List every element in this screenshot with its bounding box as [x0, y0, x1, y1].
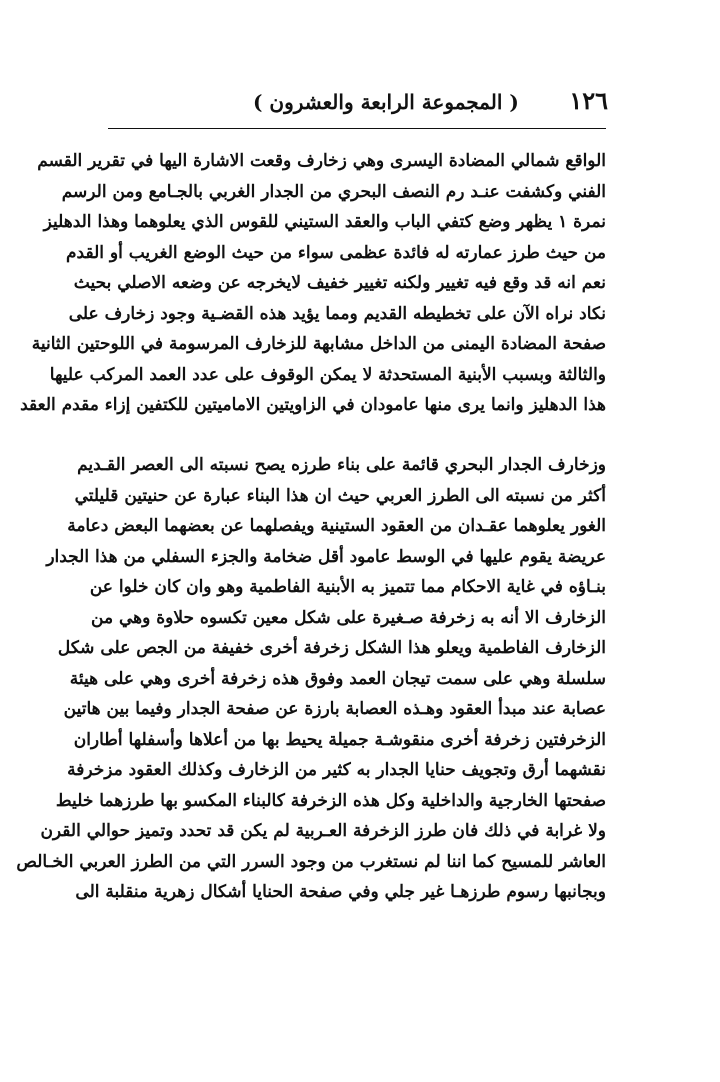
text-line: صفحة المضادة اليمنى من الداخل مشابهة للزخارف المرسومة في اللوحتين الثانية: [31, 334, 606, 354]
paragraph-1: [20, 146, 606, 421]
text-line: عريضة يقوم عليها في الوسط عامود أقل ضخامة والجزء السفلي من هذا الجدار: [46, 546, 606, 567]
text-line: أكثر من نسبته الى الطرز العربي حيث ان هذا البناء عبارة عن حنيتين قليلتي: [74, 485, 606, 506]
text-line: نقشهما أرق وتجويف حنايا الجدار به كثير من الزخارف وكذلك العقود مزخرفة: [67, 760, 606, 780]
text-line: وزخارف الجدار البحري قائمة على بناء طرزه يصح نسبته الى العصر القـديم: [77, 455, 606, 475]
running-title: ( المجموعة الرابعة والعشرون ): [253, 90, 519, 114]
text-line: ولا غرابة في ذلك فان طرز الزخرفة العـربية لم يكن قد تحدد وتميز حوالي القرن: [40, 821, 606, 841]
text-line: عصابة عند مبدأ العقود وهـذه العصابة بارزة عن صفحة الجدار وفيما بين هاتين: [63, 699, 606, 719]
page-header: [108, 82, 608, 122]
text-line: نمرة ١ يظهر وضع كتفي الباب والعقد الستيني للقوس الذي يعلوهما وهذا الدهليز: [43, 212, 606, 232]
text-line: الزخارف الفاطمية ويعلو هذا الشكل زخرفة أخرى خفيفة من الجص على شكل: [57, 638, 606, 658]
text-line: نعم انه قد وقع فيه تغيير ولكنه تغيير خفيف لايخرجه عن وضعه الاصلي بحيث: [73, 273, 606, 293]
paragraph-2: [16, 450, 606, 908]
page-number: ١٢٦: [569, 86, 608, 115]
text-line: الزخارف الا أنه به زخرفة صـغيرة على شكل معين تكسوه حلاوة وهي من: [91, 607, 606, 628]
text-line: الغور يعلوهما عقـدان من العقود الستينية ويفصلهما عن بعضهما البعض دعامة: [67, 516, 606, 536]
text-line: الزخرفتين زخرفة أخرى منقوشـة جميلة يحيط بها من أعلاها وأسفلها أطاران: [73, 729, 606, 750]
text-line: سلسلة وهي على سمت تيجان العمد وفوق هذه زخرفة أخرى وهي على هيئة: [69, 668, 606, 689]
text-line: وبجانبها رسوم طرزهـا غير جلي وفي صفحة الحنايا أشكال زهرية منقلبة الى: [75, 882, 606, 902]
text-line: من حيث طرز عمارته له فائدة عظمى سواء من حيث الوضع الغريب أو القدم: [66, 242, 606, 263]
text-line: الواقع شمالي المضادة اليسرى وهي زخارف وقعت الاشارة اليها في تقرير القسم: [37, 151, 606, 171]
text-line: والثالثة وبسبب الأبنية المستحدثة لا يمكن الوقوف على عدد العمد المركب عليها: [49, 364, 606, 385]
header-rule: [108, 128, 606, 129]
text-line: الفني وكشفت عنـد رم النصف البحري من الجدار الغربي بالجـامع ومن الرسم: [61, 181, 606, 202]
text-line: صفحتها الخارجية والداخلية وكل هذه الزخرفة كالبناء المكسو بها طرزهما خليط: [55, 790, 606, 811]
text-line: نكاد نراه الآن على تخطيطه القديم ومما يؤيد هذه القضـية وجود زخارف على: [68, 303, 606, 324]
text-line: العاشر للمسيح كما اننا لم نستغرب من وجود السرر التي من الطرز العربي الخـالص: [16, 851, 606, 872]
text-line: بنـاؤه في غاية الاحكام مما تتميز به الأبنية الفاطمية وهو وان كان خلوا عن: [89, 577, 606, 597]
text-line: هذا الدهليز وانما يرى منها عامودان في الزاويتين الاماميتين للكتفين إزاء مقدم العقد: [20, 395, 606, 415]
